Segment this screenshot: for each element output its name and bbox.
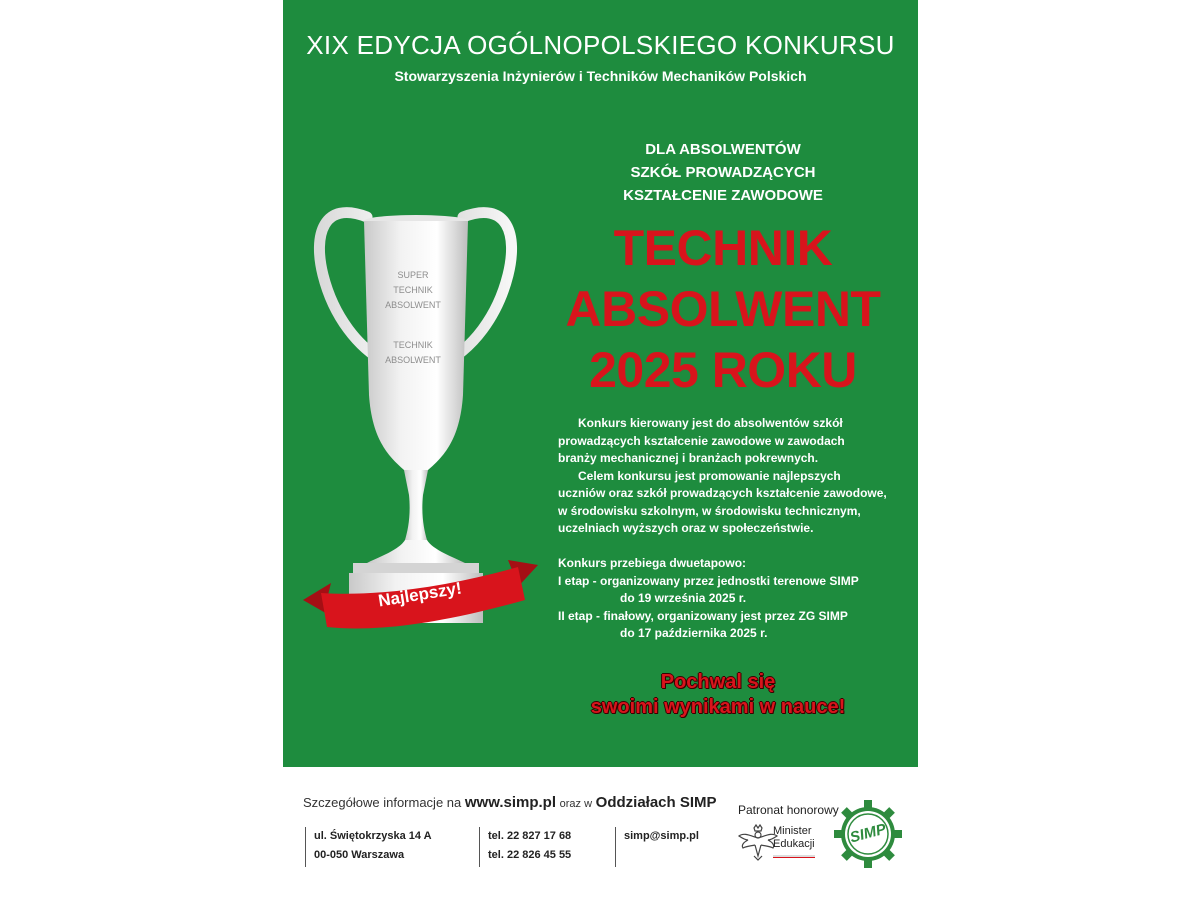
info-middle: oraz w xyxy=(559,798,593,810)
simp-logo-text: SIMP xyxy=(848,820,888,847)
description xyxy=(558,415,908,643)
poster-subtitle: Stowarzyszenia Inżynierów i Techników Mechaników Polskich xyxy=(394,68,807,84)
description-line: prowadzących kształcenie zawodowe w zawodach xyxy=(558,433,845,448)
branches-label: Oddziałach SIMP xyxy=(595,794,717,811)
address-city: 00-050 Warszawa xyxy=(314,849,405,861)
trophy-engraving-bottom xyxy=(373,338,453,368)
slogan xyxy=(533,670,903,720)
ribbon-label: Najlepszy! xyxy=(376,578,463,611)
trophy-engraving-top xyxy=(373,268,453,313)
target-line: DLA ABSOLWENTÓW xyxy=(645,141,801,158)
slogan-line: Pochwal się xyxy=(660,671,776,693)
website-link[interactable]: www.simp.pl xyxy=(464,794,556,811)
address-street: ul. Świętokrzyska 14 A xyxy=(314,830,432,842)
poster xyxy=(283,0,918,767)
description-line: Konkurs kierowany jest do absolwentów szkół xyxy=(578,416,843,430)
description-line: I etap - organizowany przez jednostki terenowe SIMP xyxy=(558,573,859,588)
poster-title: XIX EDYCJA OGÓLNOPOLSKIEGO KONKURSU xyxy=(306,30,895,60)
description-line: Celem konkursu jest promowanie najlepszych xyxy=(578,468,841,483)
description-line: w środowisku szkolnym, w środowisku technicznym, xyxy=(558,503,861,518)
description-line: do 19 września 2025 r. xyxy=(620,591,747,605)
engraving-line: TECHNIK xyxy=(393,285,433,295)
headline xyxy=(538,218,908,401)
flag-bar xyxy=(773,855,815,858)
target-line: SZKÓŁ PROWADZĄCYCH xyxy=(630,164,816,181)
email-link[interactable]: simp@simp.pl xyxy=(624,830,699,842)
footer-info xyxy=(303,794,717,811)
headline-line: ABSOLWENT xyxy=(565,281,881,337)
description-line: uczniów oraz szkół prowadzących kształcenie zawodowe, xyxy=(558,486,887,500)
engraving-line: SUPER xyxy=(397,270,429,280)
description-line: do 17 października 2025 r. xyxy=(620,626,768,640)
target-line: KSZTAŁCENIE ZAWODOWE xyxy=(623,187,823,204)
address-block xyxy=(305,827,432,867)
description-line: Konkurs przebiega dwuetapowo: xyxy=(558,556,747,570)
slogan-line: swoimi wynikami w nauce! xyxy=(590,696,846,718)
phone-number[interactable]: tel. 22 827 17 68 xyxy=(488,830,572,842)
info-prefix: Szczegółowe informacje na xyxy=(303,795,462,810)
target-audience xyxy=(583,138,863,207)
description-line: II etap - finałowy, organizowany jest przez ZG SIMP xyxy=(558,608,848,623)
email-block xyxy=(615,827,699,867)
patronage-label: Patronat honorowy xyxy=(738,803,839,817)
engraving-line: TECHNIK xyxy=(393,340,433,350)
trophy-illustration xyxy=(303,195,538,635)
phone-number[interactable]: tel. 22 826 45 55 xyxy=(488,849,572,861)
phone-block xyxy=(479,827,571,867)
description-line: branży mechanicznej i branżach pokrewnych. xyxy=(558,451,819,465)
ministry-label xyxy=(773,825,815,851)
headline-line: 2025 ROKU xyxy=(589,342,857,398)
engraving-line: ABSOLWENT xyxy=(385,355,441,365)
engraving-line: ABSOLWENT xyxy=(385,300,441,310)
ministry-line: Edukacji xyxy=(773,838,815,850)
ministry-line: Minister xyxy=(773,825,812,837)
description-line: uczelniach wyższych oraz w społeczeństwie. xyxy=(558,521,814,535)
headline-line: TECHNIK xyxy=(613,220,833,276)
